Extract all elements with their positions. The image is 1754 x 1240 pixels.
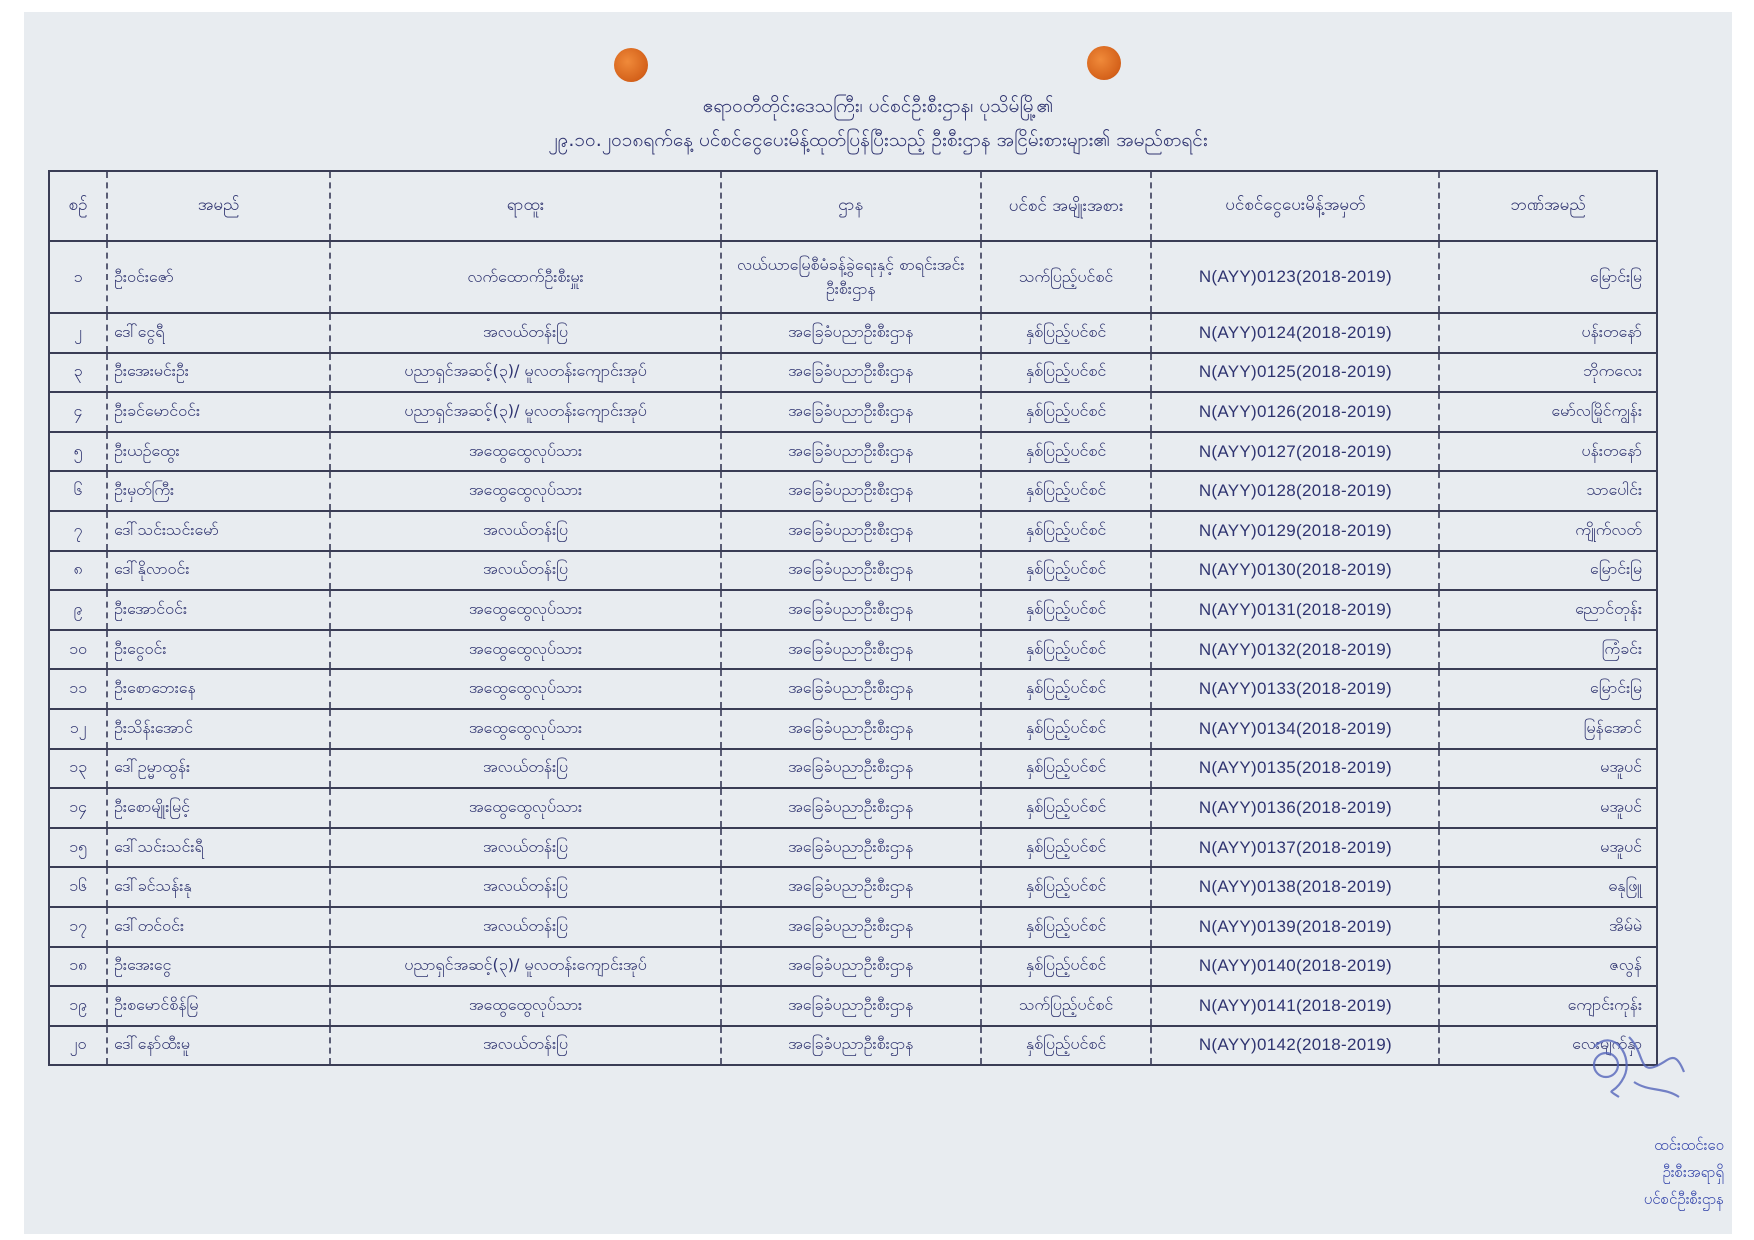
position-cell: အလယ်တန်းပြ <box>330 551 721 591</box>
position-cell: ပညာရှင်အဆင့်(၃)/ မူလတန်းကျောင်းအုပ် <box>330 947 721 987</box>
position-cell: အလယ်တန်းပြ <box>330 749 721 789</box>
pension-order-number-cell: N(AYY)0129(2018-2019) <box>1151 511 1439 551</box>
position-cell: အထွေထွေလုပ်သား <box>330 432 721 472</box>
name-cell: ဦးအောင်ဝင်း <box>107 590 330 630</box>
serial-cell: ၉ <box>49 590 107 630</box>
pension-type-cell: သက်ပြည့်ပင်စင် <box>981 241 1152 313</box>
serial-cell: ၁၉ <box>49 986 107 1026</box>
document-title-line1: ဧရာဝတီတိုင်းဒေသကြီး၊ ပင်စင်ဦးစီးဌာန၊ ပုသိမ်မြို့၏ <box>702 95 1054 117</box>
column-header: ရာထူး <box>330 171 721 241</box>
serial-cell: ၁ <box>49 241 107 313</box>
serial-cell: ၇ <box>49 511 107 551</box>
pension-type-cell: နှစ်ပြည့်ပင်စင် <box>981 551 1152 591</box>
pension-type-cell: နှစ်ပြည့်ပင်စင် <box>981 590 1152 630</box>
serial-cell: ၁၃ <box>49 749 107 789</box>
name-cell: ဒေါ်ဥမ္မာထွန်း <box>107 749 330 789</box>
pension-type-cell: နှစ်ပြည့်ပင်စင် <box>981 867 1152 907</box>
table-row <box>49 313 1657 353</box>
name-cell: ဦးဝင်းဇော် <box>107 241 330 313</box>
bank-cell: မြောင်းမြ <box>1439 551 1657 591</box>
department-cell: အခြေခံပညာဦးစီးဌာန <box>721 709 981 749</box>
position-cell: အလယ်တန်းပြ <box>330 511 721 551</box>
department-cell: အခြေခံပညာဦးစီးဌာန <box>721 392 981 432</box>
table-row <box>49 432 1657 472</box>
table-row <box>49 590 1657 630</box>
pension-type-cell: နှစ်ပြည့်ပင်စင် <box>981 828 1152 868</box>
serial-cell: ၅ <box>49 432 107 472</box>
pension-type-cell: နှစ်ပြည့်ပင်စင် <box>981 392 1152 432</box>
department-cell: အခြေခံပညာဦးစီးဌာန <box>721 669 981 709</box>
name-cell: ဦးစမောင်စိန်မြ <box>107 986 330 1026</box>
name-cell: ဦးစောဘေးနေ <box>107 669 330 709</box>
bank-cell: ဘိုကလေး <box>1439 353 1657 393</box>
name-cell: ဦးခင်မောင်ဝင်း <box>107 392 330 432</box>
name-cell: ဦးငွေဝင်း <box>107 630 330 670</box>
name-cell: ဦးမှတ်ကြီး <box>107 471 330 511</box>
serial-cell: ၁၆ <box>49 867 107 907</box>
table-row <box>49 1026 1657 1066</box>
pension-order-number-cell: N(AYY)0137(2018-2019) <box>1151 828 1439 868</box>
bank-cell: အိမ်မဲ <box>1439 907 1657 947</box>
pension-order-number-cell: N(AYY)0142(2018-2019) <box>1151 1026 1439 1066</box>
pension-order-number-cell: N(AYY)0133(2018-2019) <box>1151 669 1439 709</box>
position-cell: အလယ်တန်းပြ <box>330 828 721 868</box>
name-cell: ဦးယဥ်ထွေး <box>107 432 330 472</box>
name-cell: ဦးစောမျိုးမြင့် <box>107 788 330 828</box>
position-cell: အထွေထွေလုပ်သား <box>330 471 721 511</box>
column-header: ပင်စင် အမျိုးအစား <box>981 171 1152 241</box>
bank-cell: မအူပင် <box>1439 788 1657 828</box>
pension-type-cell: နှစ်ပြည့်ပင်စင် <box>981 511 1152 551</box>
pensioner-table <box>48 170 1658 1066</box>
pension-order-number-cell: N(AYY)0141(2018-2019) <box>1151 986 1439 1026</box>
pension-order-number-cell: N(AYY)0126(2018-2019) <box>1151 392 1439 432</box>
serial-cell: ၁၈ <box>49 947 107 987</box>
pension-type-cell: နှစ်ပြည့်ပင်စင် <box>981 313 1152 353</box>
pension-order-number-cell: N(AYY)0123(2018-2019) <box>1151 241 1439 313</box>
pension-type-cell: နှစ်ပြည့်ပင်စင် <box>981 749 1152 789</box>
department-cell: အခြေခံပညာဦးစီးဌာန <box>721 907 981 947</box>
pension-order-number-cell: N(AYY)0139(2018-2019) <box>1151 907 1439 947</box>
department-cell: အခြေခံပညာဦးစီးဌာန <box>721 432 981 472</box>
punch-hole <box>614 48 648 82</box>
position-cell: အထွေထွေလုပ်သား <box>330 709 721 749</box>
name-cell: ဒေါ်သင်းသင်းရီ <box>107 828 330 868</box>
document-sheet <box>24 12 1732 1234</box>
position-cell: လက်ထောက်ဦးစီးမှူး <box>330 241 721 313</box>
department-cell: အခြေခံပညာဦးစီးဌာန <box>721 511 981 551</box>
bank-cell: မြောင်းမြ <box>1439 241 1657 313</box>
signatory-department: ပင်စင်ဦးစီးဌာန <box>1643 1190 1724 1208</box>
bank-cell: ကြံခင်း <box>1439 630 1657 670</box>
table-row <box>49 392 1657 432</box>
department-cell: လယ်ယာမြေစီမံခန့်ခွဲရေးနှင့် စာရင်းအင်းဦးစီးဌာန <box>721 241 981 313</box>
serial-cell: ၁၇ <box>49 907 107 947</box>
department-cell: အခြေခံပညာဦးစီးဌာန <box>721 1026 981 1066</box>
serial-cell: ၂ <box>49 313 107 353</box>
bank-cell: မအူပင် <box>1439 749 1657 789</box>
position-cell: အထွေထွေလုပ်သား <box>330 986 721 1026</box>
pension-order-number-cell: N(AYY)0135(2018-2019) <box>1151 749 1439 789</box>
bank-cell: ဓနုဖြူ <box>1439 867 1657 907</box>
pension-order-number-cell: N(AYY)0132(2018-2019) <box>1151 630 1439 670</box>
name-cell: ဒေါ်ငွေရီ <box>107 313 330 353</box>
department-cell: အခြေခံပညာဦးစီးဌာန <box>721 749 981 789</box>
pension-order-number-cell: N(AYY)0128(2018-2019) <box>1151 471 1439 511</box>
name-cell: ဦးအေးငွေ <box>107 947 330 987</box>
document-title-line2: ၂၉.၁၀.၂၀၁၈ရက်နေ့ ပင်စင်ငွေပေးမိန့်ထုတ်ပြန်ပြီးသည့် ဦးစီးဌာန အငြိမ်းစားများ၏ အမည်စာရင်း <box>548 129 1208 151</box>
position-cell: အထွေထွေလုပ်သား <box>330 788 721 828</box>
table-row <box>49 511 1657 551</box>
column-header: ဌာန <box>721 171 981 241</box>
bank-cell: ကျောင်းကုန်း <box>1439 986 1657 1026</box>
table-row <box>49 867 1657 907</box>
table-row <box>49 471 1657 511</box>
name-cell: ဒေါ်နိုလာဝင်း <box>107 551 330 591</box>
signatory-title: ဦးစီးအရာရှိ <box>1662 1163 1724 1181</box>
position-cell: အထွေထွေလုပ်သား <box>330 630 721 670</box>
department-cell: အခြေခံပညာဦးစီးဌာန <box>721 471 981 511</box>
department-cell: အခြေခံပညာဦးစီးဌာန <box>721 867 981 907</box>
bank-cell: ပန်းတနော် <box>1439 313 1657 353</box>
department-cell: အခြေခံပညာဦးစီးဌာန <box>721 551 981 591</box>
department-cell: အခြေခံပညာဦးစီးဌာန <box>721 986 981 1026</box>
pension-order-number-cell: N(AYY)0134(2018-2019) <box>1151 709 1439 749</box>
name-cell: ဦးအေးမင်းဦး <box>107 353 330 393</box>
pension-type-cell: နှစ်ပြည့်ပင်စင် <box>981 788 1152 828</box>
bank-cell: လေးမျက်နှာ <box>1439 1026 1657 1066</box>
position-cell: အထွေထွေလုပ်သား <box>330 669 721 709</box>
table-row <box>49 828 1657 868</box>
bank-cell: ကျိုက်လတ် <box>1439 511 1657 551</box>
column-header: ဘဏ်အမည် <box>1439 171 1657 241</box>
serial-cell: ၁၅ <box>49 828 107 868</box>
bank-cell: မော်လမြိုင်ကျွန်း <box>1439 392 1657 432</box>
name-cell: ဒေါ်သင်းသင်းမော် <box>107 511 330 551</box>
position-cell: အလယ်တန်းပြ <box>330 313 721 353</box>
signature-block <box>1464 1132 1724 1213</box>
bank-cell: မြောင်းမြ <box>1439 669 1657 709</box>
pension-type-cell: နှစ်ပြည့်ပင်စင် <box>981 353 1152 393</box>
column-header: အမည် <box>107 171 330 241</box>
name-cell: ဒေါ်ခင်သန်းနု <box>107 867 330 907</box>
pension-order-number-cell: N(AYY)0136(2018-2019) <box>1151 788 1439 828</box>
pension-order-number-cell: N(AYY)0127(2018-2019) <box>1151 432 1439 472</box>
pension-type-cell: နှစ်ပြည့်ပင်စင် <box>981 432 1152 472</box>
pension-order-number-cell: N(AYY)0125(2018-2019) <box>1151 353 1439 393</box>
table-row <box>49 788 1657 828</box>
position-cell: အလယ်တန်းပြ <box>330 907 721 947</box>
position-cell: အလယ်တန်းပြ <box>330 867 721 907</box>
position-cell: အလယ်တန်းပြ <box>330 1026 721 1066</box>
table-row <box>49 241 1657 313</box>
signatory-name: ထင်းထင်းဝေ <box>1654 1136 1724 1154</box>
serial-cell: ၈ <box>49 551 107 591</box>
bank-cell: မအူပင် <box>1439 828 1657 868</box>
table-row <box>49 749 1657 789</box>
pension-type-cell: နှစ်ပြည့်ပင်စင် <box>981 947 1152 987</box>
bank-cell: ဇလွန် <box>1439 947 1657 987</box>
serial-cell: ၂၀ <box>49 1026 107 1066</box>
department-cell: အခြေခံပညာဦးစီးဌာန <box>721 828 981 868</box>
bank-cell: မြန်အောင် <box>1439 709 1657 749</box>
department-cell: အခြေခံပညာဦးစီးဌာန <box>721 313 981 353</box>
serial-cell: ၁၄ <box>49 788 107 828</box>
serial-cell: ၁၂ <box>49 709 107 749</box>
position-cell: ပညာရှင်အဆင့်(၃)/ မူလတန်းကျောင်းအုပ် <box>330 392 721 432</box>
table-row <box>49 709 1657 749</box>
serial-cell: ၄ <box>49 392 107 432</box>
pension-type-cell: နှစ်ပြည့်ပင်စင် <box>981 669 1152 709</box>
office-seal-icon <box>1584 1017 1704 1107</box>
position-cell: အထွေထွေလုပ်သား <box>330 590 721 630</box>
department-cell: အခြေခံပညာဦးစီးဌာန <box>721 353 981 393</box>
department-cell: အခြေခံပညာဦးစီးဌာန <box>721 630 981 670</box>
pension-order-number-cell: N(AYY)0140(2018-2019) <box>1151 947 1439 987</box>
table-header-row <box>49 171 1657 241</box>
name-cell: ဒေါ်တင်ဝင်း <box>107 907 330 947</box>
pension-order-number-cell: N(AYY)0138(2018-2019) <box>1151 867 1439 907</box>
table-row <box>49 630 1657 670</box>
serial-cell: ၁၀ <box>49 630 107 670</box>
bank-cell: ပန်းတနော် <box>1439 432 1657 472</box>
table-row <box>49 551 1657 591</box>
pension-type-cell: သက်ပြည့်ပင်စင် <box>981 986 1152 1026</box>
pension-type-cell: နှစ်ပြည့်ပင်စင် <box>981 630 1152 670</box>
pension-type-cell: နှစ်ပြည့်ပင်စင် <box>981 1026 1152 1066</box>
pension-order-number-cell: N(AYY)0131(2018-2019) <box>1151 590 1439 630</box>
table-row <box>49 353 1657 393</box>
department-cell: အခြေခံပညာဦးစီးဌာန <box>721 788 981 828</box>
serial-cell: ၃ <box>49 353 107 393</box>
table-row <box>49 947 1657 987</box>
column-header: စဉ် <box>49 171 107 241</box>
pension-type-cell: နှစ်ပြည့်ပင်စင် <box>981 471 1152 511</box>
pension-type-cell: နှစ်ပြည့်ပင်စင် <box>981 907 1152 947</box>
serial-cell: ၆ <box>49 471 107 511</box>
table-row <box>49 986 1657 1026</box>
pension-order-number-cell: N(AYY)0124(2018-2019) <box>1151 313 1439 353</box>
pension-type-cell: နှစ်ပြည့်ပင်စင် <box>981 709 1152 749</box>
bank-cell: ညောင်တုန်း <box>1439 590 1657 630</box>
table-row <box>49 669 1657 709</box>
column-header: ပင်စင်ငွေပေးမိန့်အမှတ် <box>1151 171 1439 241</box>
department-cell: အခြေခံပညာဦးစီးဌာန <box>721 947 981 987</box>
serial-cell: ၁၁ <box>49 669 107 709</box>
punch-hole <box>1087 46 1121 80</box>
pension-order-number-cell: N(AYY)0130(2018-2019) <box>1151 551 1439 591</box>
position-cell: ပညာရှင်အဆင့်(၃)/ မူလတန်းကျောင်းအုပ် <box>330 353 721 393</box>
department-cell: အခြေခံပညာဦးစီးဌာန <box>721 590 981 630</box>
name-cell: ဒေါ်နော်ထီးမူ <box>107 1026 330 1066</box>
name-cell: ဦးသိန်းအောင် <box>107 709 330 749</box>
bank-cell: သာပေါင်း <box>1439 471 1657 511</box>
table-row <box>49 907 1657 947</box>
